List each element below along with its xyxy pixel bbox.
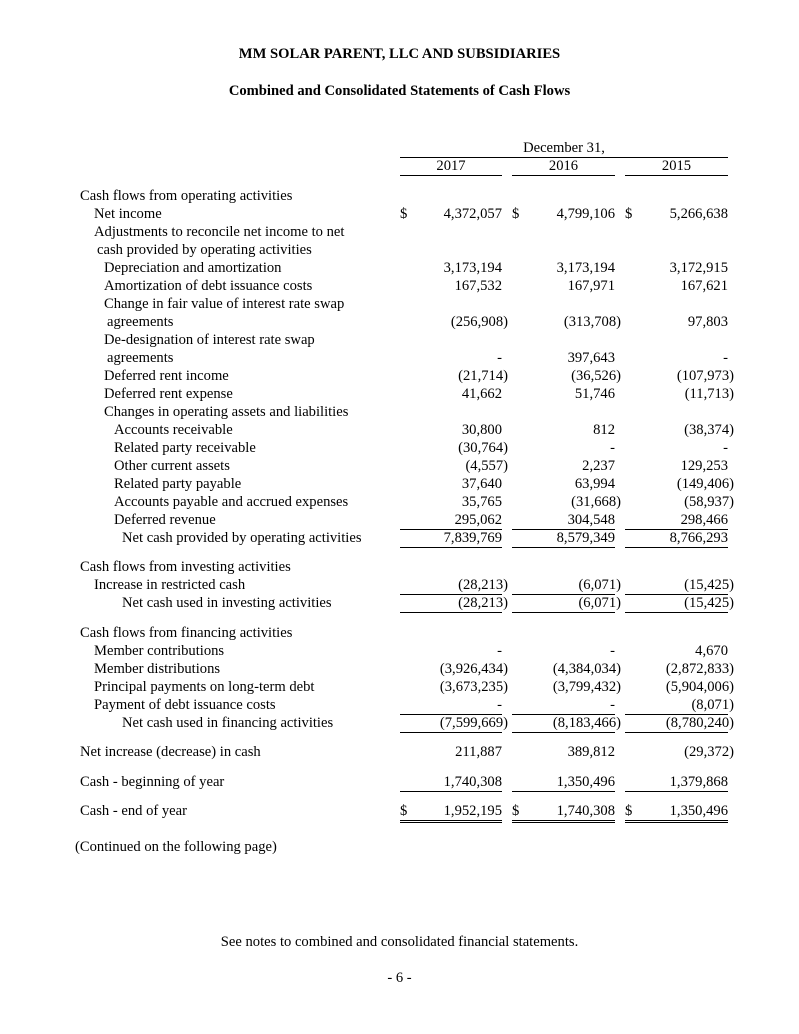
value: (58,937)	[684, 494, 734, 510]
row-label: Accounts receivable	[114, 422, 233, 438]
value-cell-2015	[625, 421, 734, 439]
row-label: Deferred rent expense	[104, 386, 233, 402]
value-cell-2015	[625, 576, 734, 595]
table-row	[0, 313, 799, 331]
table-row	[0, 295, 799, 313]
value-cell-2017	[400, 529, 502, 548]
row-label: Cash flows from operating activities	[80, 188, 293, 204]
row-label: Other current assets	[114, 458, 230, 474]
year-header-2016: 2016	[512, 157, 615, 176]
value-cell-2015	[625, 367, 734, 385]
value-cell-2015	[625, 493, 734, 511]
value-cell-2015	[625, 714, 734, 733]
table-row	[0, 773, 799, 791]
table-row	[0, 594, 799, 612]
value: 3,173,194	[443, 260, 502, 276]
value-cell-2016	[512, 642, 615, 660]
value: -	[610, 643, 615, 659]
value: (15,425)	[684, 577, 734, 593]
currency-symbol: $	[400, 206, 408, 222]
year-header-2015: 2015	[625, 157, 728, 176]
value: 37,640	[461, 476, 502, 492]
row-label: cash provided by operating activities	[97, 242, 312, 258]
value: (107,973)	[676, 368, 734, 384]
value-cell-2016	[512, 678, 621, 696]
value: (38,374)	[684, 422, 734, 438]
value: (31,668)	[571, 494, 621, 510]
value: 35,765	[461, 494, 502, 510]
row-label: Net cash used in investing activities	[122, 595, 332, 611]
value: 397,643	[567, 350, 615, 366]
table-row	[0, 493, 799, 511]
value-cell-2016	[512, 205, 615, 223]
value-cell-2016	[512, 660, 621, 678]
value-cell-2017	[400, 475, 502, 493]
value: (256,908)	[450, 314, 508, 330]
table-row	[0, 331, 799, 349]
continued-note: (Continued on the following page)	[75, 839, 277, 855]
value: 295,062	[454, 512, 502, 528]
value-cell-2016	[512, 594, 621, 613]
table-row	[0, 385, 799, 403]
value-cell-2017	[400, 696, 502, 715]
row-label: agreements	[107, 314, 174, 330]
value: -	[723, 350, 728, 366]
value-cell-2017	[400, 714, 508, 733]
value-cell-2015	[625, 594, 734, 613]
value-cell-2017	[400, 439, 508, 457]
value-cell-2016	[512, 421, 615, 439]
value: 8,766,293	[669, 530, 728, 546]
value: 1,952,195	[443, 803, 502, 819]
row-label: Deferred revenue	[114, 512, 216, 528]
table-row	[0, 403, 799, 421]
value-cell-2015	[625, 696, 734, 715]
table-row	[0, 259, 799, 277]
table-row	[0, 187, 799, 205]
value-cell-2015	[625, 678, 734, 696]
row-label: Adjustments to reconcile net income to net	[94, 224, 345, 240]
row-label: Depreciation and amortization	[104, 260, 282, 276]
value-cell-2016	[512, 773, 615, 792]
value: (11,713)	[684, 386, 734, 402]
value: 1,379,868	[669, 774, 728, 790]
table-row	[0, 349, 799, 367]
value-cell-2015	[625, 205, 728, 223]
value: 7,839,769	[443, 530, 502, 546]
year-header-2017: 2017	[400, 157, 502, 176]
table-row	[0, 439, 799, 457]
row-label: Net income	[94, 206, 162, 222]
value: (6,071)	[578, 595, 621, 611]
value-cell-2016	[512, 493, 621, 511]
value: 129,253	[680, 458, 728, 474]
value-cell-2017	[400, 660, 508, 678]
value-cell-2017	[400, 743, 502, 761]
value-cell-2015	[625, 773, 728, 792]
currency-symbol: $	[512, 206, 520, 222]
row-label: Related party payable	[114, 476, 242, 492]
table-row	[0, 421, 799, 439]
value-cell-2017	[400, 642, 502, 660]
currency-symbol: $	[625, 803, 633, 819]
company-title: MM SOLAR PARENT, LLC AND SUBSIDIARIES	[238, 46, 561, 62]
value-cell-2015	[625, 277, 728, 295]
value-cell-2016	[512, 259, 615, 277]
value: 167,621	[680, 278, 728, 294]
value: (4,384,034)	[552, 661, 621, 677]
value-cell-2017	[400, 205, 502, 223]
row-label: Net cash used in financing activities	[122, 715, 334, 731]
table-row	[0, 475, 799, 493]
table-row	[0, 802, 799, 820]
statement-title: Combined and Consolidated Statements of Cash Flows	[228, 83, 571, 99]
value: (21,714)	[458, 368, 508, 384]
value: (36,526)	[571, 368, 621, 384]
value: (4,557)	[465, 458, 508, 474]
value: (8,780,240)	[665, 715, 734, 731]
value: 30,800	[461, 422, 502, 438]
value-cell-2015	[625, 349, 728, 367]
value-cell-2017	[400, 313, 508, 331]
table-row	[0, 277, 799, 295]
row-label: Net increase (decrease) in cash	[80, 744, 261, 760]
value: 3,173,194	[556, 260, 615, 276]
value-cell-2017	[400, 349, 502, 367]
value: -	[497, 643, 502, 659]
value: 1,350,496	[556, 774, 615, 790]
value: -	[610, 697, 615, 713]
table-row	[0, 714, 799, 732]
value: 4,372,057	[443, 206, 502, 222]
row-label: Amortization of debt issuance costs	[104, 278, 313, 294]
value-cell-2016	[512, 696, 615, 715]
row-label: Change in fair value of interest rate swap	[104, 296, 345, 312]
value: (30,764)	[458, 440, 508, 456]
value: 211,887	[455, 744, 502, 760]
table-row	[0, 678, 799, 696]
value-cell-2016	[512, 313, 621, 331]
table-row	[0, 529, 799, 547]
row-label: Member contributions	[94, 643, 225, 659]
table-row	[0, 367, 799, 385]
table-row	[0, 576, 799, 594]
value-cell-2016	[512, 457, 615, 475]
value-cell-2015	[625, 642, 728, 660]
value-cell-2015	[625, 385, 734, 403]
value-cell-2017	[400, 385, 502, 403]
row-label: Principal payments on long-term debt	[94, 679, 315, 695]
value: 2,237	[582, 458, 615, 474]
value: -	[497, 697, 502, 713]
value: (3,673,235)	[439, 679, 508, 695]
value-cell-2016	[512, 529, 615, 548]
value: (2,872,833)	[665, 661, 734, 677]
row-label: Payment of debt issuance costs	[94, 697, 276, 713]
value: 3,172,915	[669, 260, 728, 276]
value: 4,670	[695, 643, 728, 659]
value: (149,406)	[676, 476, 734, 492]
row-label: Deferred rent income	[104, 368, 229, 384]
value-cell-2017	[400, 678, 508, 696]
currency-symbol: $	[512, 803, 520, 819]
value: 167,971	[567, 278, 615, 294]
page-number: - 6 -	[387, 970, 412, 986]
value-cell-2017	[400, 457, 508, 475]
value-cell-2016	[512, 439, 615, 457]
value: 63,994	[574, 476, 615, 492]
table-row	[0, 558, 799, 576]
value-cell-2016	[512, 385, 615, 403]
currency-symbol: $	[400, 803, 408, 819]
row-label: De-designation of interest rate swap	[104, 332, 315, 348]
table-row	[0, 511, 799, 529]
row-label: Cash flows from financing activities	[80, 625, 293, 641]
value: (29,372)	[684, 744, 734, 760]
value: (3,799,432)	[552, 679, 621, 695]
value-cell-2015	[625, 259, 728, 277]
value: 304,548	[567, 512, 615, 528]
value-cell-2017	[400, 259, 502, 277]
value-cell-2016	[512, 349, 615, 367]
notes-reference: See notes to combined and consolidated financial statements.	[220, 934, 579, 950]
value: 97,803	[687, 314, 728, 330]
period-header: December 31,	[400, 139, 728, 158]
value: 4,799,106	[556, 206, 615, 222]
row-label: Cash flows from investing activities	[80, 559, 291, 575]
value-cell-2015	[625, 439, 728, 457]
value-cell-2017	[400, 594, 508, 613]
table-row	[0, 241, 799, 259]
value-cell-2016	[512, 576, 621, 595]
value-cell-2017	[400, 773, 502, 792]
value-cell-2016	[512, 367, 621, 385]
value: (5,904,006)	[665, 679, 734, 695]
value-cell-2016	[512, 743, 615, 761]
value: (313,708)	[563, 314, 621, 330]
value-cell-2017	[400, 277, 502, 295]
value: 812	[593, 422, 615, 438]
value: (6,071)	[578, 577, 621, 593]
value: 1,740,308	[556, 803, 615, 819]
value-cell-2016	[512, 802, 615, 823]
value-cell-2017	[400, 421, 502, 439]
row-label: Accounts payable and accrued expenses	[114, 494, 349, 510]
value: 5,266,638	[669, 206, 728, 222]
value-cell-2015	[625, 511, 728, 530]
row-label: Net cash provided by operating activities	[122, 530, 362, 546]
value: -	[723, 440, 728, 456]
value-cell-2015	[625, 802, 728, 823]
table-row	[0, 696, 799, 714]
value: 298,466	[680, 512, 728, 528]
value-cell-2016	[512, 714, 621, 733]
value-cell-2016	[512, 277, 615, 295]
value: (3,926,434)	[439, 661, 508, 677]
table-row	[0, 642, 799, 660]
value: (8,183,466)	[552, 715, 621, 731]
value-cell-2016	[512, 511, 615, 530]
row-label: Member distributions	[94, 661, 221, 677]
value: 1,350,496	[669, 803, 728, 819]
currency-symbol: $	[625, 206, 633, 222]
table-row	[0, 624, 799, 642]
value: -	[610, 440, 615, 456]
row-label: Cash - end of year	[80, 803, 187, 819]
row-label: agreements	[107, 350, 174, 366]
value-cell-2017	[400, 511, 502, 530]
value: 51,746	[574, 386, 615, 402]
row-label: Changes in operating assets and liabilities	[104, 404, 349, 420]
value-cell-2015	[625, 660, 734, 678]
table-row	[0, 743, 799, 761]
value: 167,532	[454, 278, 502, 294]
table-row	[0, 205, 799, 223]
row-label: Increase in restricted cash	[94, 577, 246, 593]
value-cell-2015	[625, 743, 734, 761]
value-cell-2017	[400, 576, 508, 595]
value-cell-2015	[625, 313, 728, 331]
value: 389,812	[567, 744, 615, 760]
value: (8,071)	[691, 697, 734, 713]
value-cell-2015	[625, 529, 728, 548]
value-cell-2015	[625, 457, 728, 475]
value-cell-2015	[625, 475, 734, 493]
value-cell-2017	[400, 802, 502, 823]
table-row	[0, 457, 799, 475]
table-row	[0, 223, 799, 241]
value: (28,213)	[458, 577, 508, 593]
row-label: Related party receivable	[114, 440, 256, 456]
value: -	[497, 350, 502, 366]
value-cell-2016	[512, 475, 615, 493]
row-label: Cash - beginning of year	[80, 774, 225, 790]
value: (15,425)	[684, 595, 734, 611]
value: 41,662	[461, 386, 502, 402]
value: (7,599,669)	[439, 715, 508, 731]
value-cell-2017	[400, 493, 502, 511]
value-cell-2017	[400, 367, 508, 385]
value: 1,740,308	[443, 774, 502, 790]
value: 8,579,349	[556, 530, 615, 546]
value: (28,213)	[458, 595, 508, 611]
table-row	[0, 660, 799, 678]
